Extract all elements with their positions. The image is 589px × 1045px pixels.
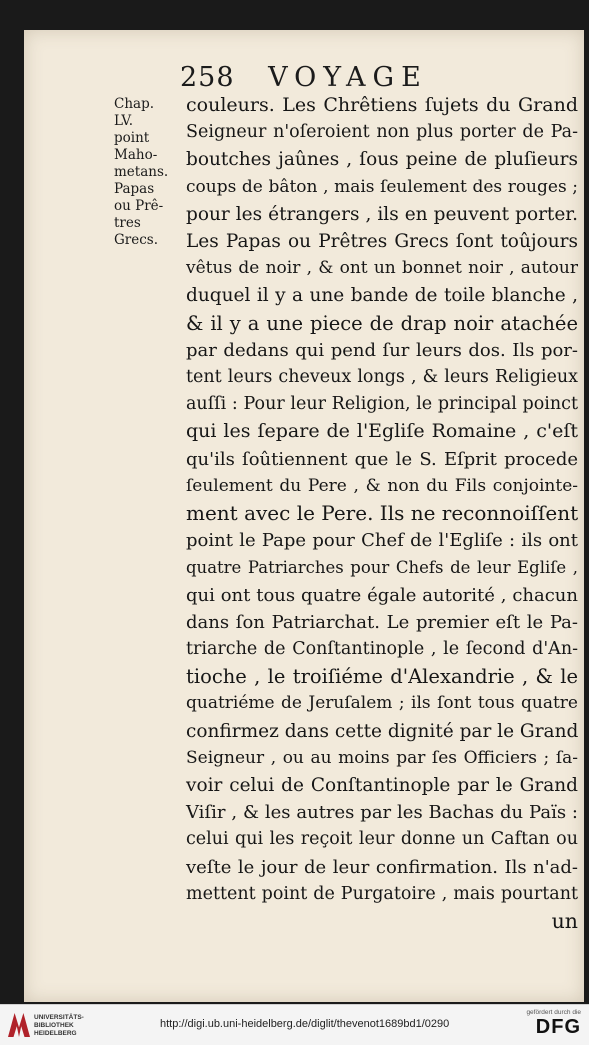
logo-text-line: HEIDELBERG (34, 1030, 77, 1037)
dfg-logo[interactable] (511, 1009, 581, 1043)
dfg-wordmark: DFG (535, 1016, 581, 1038)
text-line: voir celui de Conſtantinople par le Grand (186, 775, 578, 797)
permalink-url[interactable]: http://digi.ub.uni-heidelberg.de/diglit/thevenot1689bd1/0290 (160, 1018, 450, 1030)
margin-note-line: Grecs. (114, 232, 159, 248)
dfg-caption: gefördert durch die (526, 1009, 581, 1016)
text-line: couleurs. Les Chrêtiens ſujets du Grand (186, 94, 578, 116)
text-line: auſſi : Pour leur Religion, le principal poinct (186, 394, 578, 415)
text-line: veſte le jour de leur confirmation. Ils n'ad- (186, 856, 578, 878)
text-line: celui qui les reçoit leur donne un Caftan ou (186, 829, 578, 850)
logo-text-line: UNIVERSITÄTS- (34, 1014, 84, 1021)
text-line: ſeulement du Pere , & non du Fils conjointe- (186, 475, 578, 496)
running-header (180, 62, 580, 92)
text-line: point le Pape pour Chef de l'Egliſe : ils ont (186, 530, 578, 552)
text-line: mettent point de Purgatoire , mais pourtant (186, 883, 578, 904)
margin-note (114, 96, 184, 249)
margin-note-line: Maho- (114, 147, 158, 163)
text-line: coups de bâton , mais ſeulement des rouges ; (186, 176, 578, 197)
logo-text-line: BIBLIOTHEK (34, 1022, 74, 1029)
text-line: Viſir , & les autres par les Bachas du Païs : (186, 802, 578, 824)
text-line: boutches jaûnes , ſous peine de pluſieurs (186, 149, 578, 171)
text-line: confirmez dans cette dignité par le Grand (186, 720, 579, 742)
page-number: 258 (180, 62, 235, 93)
text-line: quatriéme de Jeruſalem ; ils ſont tous quatre (186, 693, 578, 714)
text-line: Les Papas ou Prêtres Grecs ſont toûjours (186, 231, 578, 253)
text-line: vêtus de noir , & ont un bonnet noir , autour (186, 258, 578, 279)
margin-note-line: tres (114, 215, 141, 231)
text-line: un (551, 909, 578, 934)
margin-note-line: metans. (114, 164, 169, 180)
text-line: duquel il y a une bande de toile blanche , (186, 285, 578, 307)
text-line: qu'ils ſoûtiennent que le S. Eſprit procede (186, 448, 578, 470)
margin-note-line: ou Prê- (114, 198, 164, 214)
viewer-footer (0, 1004, 589, 1045)
margin-note-line: Chap. (114, 96, 155, 112)
university-library-logo[interactable] (8, 1011, 118, 1041)
text-line: Seigneur n'oſeroient non plus porter de Pa- (186, 122, 578, 143)
text-line: & il y a une piece de drap noir atachée (186, 311, 578, 335)
text-line: par dedans qui pend ſur leurs dos. Ils por- (186, 339, 578, 361)
text-line: ment avec le Pere. Ils ne reconnoiſſent (186, 501, 579, 526)
text-line: Seigneur , ou au moins par ſes Officiers ; ſa- (186, 747, 578, 768)
text-line: dans ſon Patriarchat. Le premier eſt le Pa- (186, 611, 578, 633)
library-logo-icon (8, 1013, 30, 1037)
text-line: pour les étrangers , ils en peuvent porter. (186, 203, 578, 225)
margin-note-line: point (114, 130, 150, 146)
text-line: triarche de Conſtantinople , le ſecond d'An- (186, 639, 578, 660)
body-text (186, 92, 578, 935)
text-line: tioche , le troiſiéme d'Alexandrie , & le (186, 665, 578, 689)
text-line: qui ont tous quatre égale autorité , chacun (186, 584, 578, 606)
running-title: VOYAGE (268, 62, 428, 93)
text-line: qui les ſepare de l'Egliſe Romaine , c'eſt (186, 420, 578, 443)
margin-note-line: LV. (114, 113, 134, 129)
text-line: tent leurs cheveux longs , & leurs Religieux (186, 367, 578, 388)
margin-note-line: Papas (114, 181, 155, 197)
text-line: quatre Patriarches pour Chefs de leur Egliſe , (186, 558, 578, 578)
